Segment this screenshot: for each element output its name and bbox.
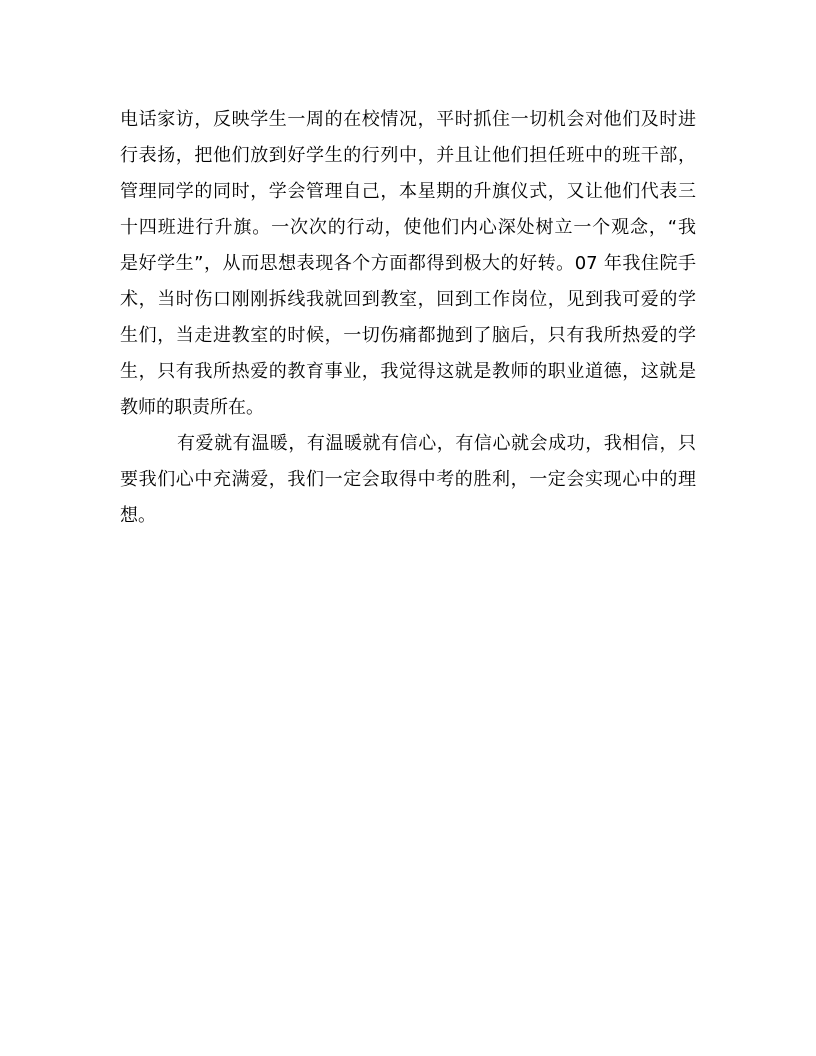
text-line: 有爱就有温暖，有温暖就有信心，有信心就会成功，我相信，只 xyxy=(177,433,696,454)
text-line: 生，只有我所热爱的教育事业，我觉得这就是教师的职业道德，这就是 xyxy=(120,361,696,382)
text-line: 术，当时伤口刚刚拆线我就回到教室，回到工作岗位，见到我可爱的学 xyxy=(120,289,696,310)
text-line: 生们，当走进教室的时候，一切伤痛都抛到了脑后，只有我所热爱的学 xyxy=(120,325,696,346)
document-body xyxy=(120,102,696,534)
text-line: 教师的职责所在。 xyxy=(120,397,264,418)
text-line: 要我们心中充满爱，我们一定会取得中考的胜利，一定会实现心中的理 xyxy=(120,469,696,490)
paragraph xyxy=(120,102,696,426)
text-line: 行表扬，把他们放到好学生的行列中，并且让他们担任班中的班干部， xyxy=(120,145,696,166)
text-line: 想。 xyxy=(120,505,156,526)
paragraph xyxy=(120,426,696,534)
text-line: 电话家访，反映学生一周的在校情况，平时抓住一切机会对他们及时进 xyxy=(120,109,696,130)
text-line: 是好学生”，从而思想表现各个方面都得到极大的好转。07 年我住院手 xyxy=(120,253,696,274)
text-line: 十四班进行升旗。一次次的行动，使他们内心深处树立一个观念，“我 xyxy=(120,217,696,238)
text-line: 管理同学的同时，学会管理自己，本星期的升旗仪式，又让他们代表三 xyxy=(120,181,696,202)
